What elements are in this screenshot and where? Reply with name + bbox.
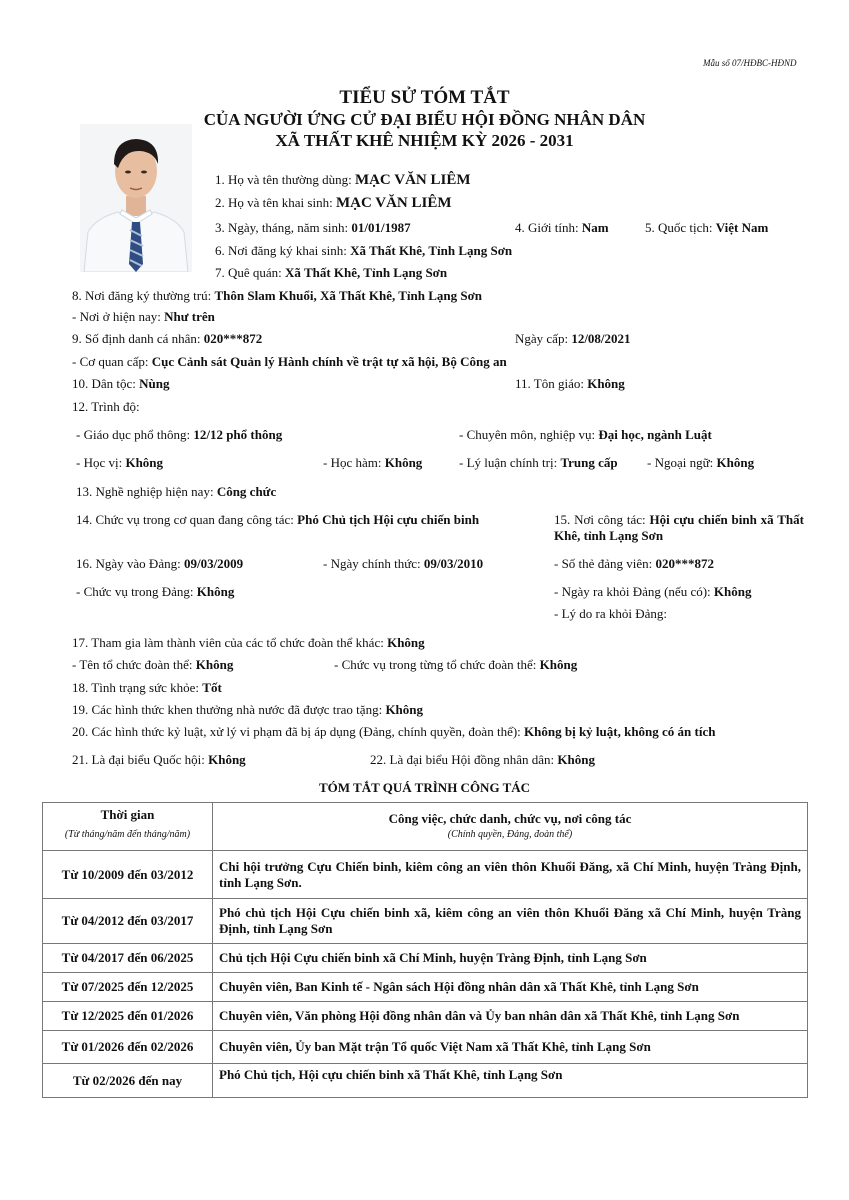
na-deputy-value: Không: [208, 752, 246, 767]
party-join-date-value: 09/03/2009: [183, 556, 244, 571]
permanent-residence-label: 8. Nơi đăng ký thường trú:: [72, 288, 212, 303]
na-deputy-label: 21. Là đại biểu Quốc hội:: [72, 752, 205, 767]
political-theory-label: - Lý luận chính trị:: [459, 455, 558, 470]
row-time: Từ 07/2025 đến 12/2025: [43, 973, 213, 1002]
row-time: Từ 01/2026 đến 02/2026: [43, 1031, 213, 1064]
degree-label: - Học vị:: [76, 455, 123, 470]
row-description: Chuyên viên, Ban Kinh tế - Ngân sách Hội đồng nhân dân xã Thất Khê, tỉnh Lạng Sơn: [213, 973, 808, 1002]
foreign-language-row: [647, 455, 754, 471]
academic-title-row: [323, 455, 422, 471]
birth-registration-value: Xã Thất Khê, Tỉnh Lạng Sơn: [350, 243, 513, 258]
document-subtitle: CỦA NGƯỜI ỨNG CỬ ĐẠI BIỂU HỘI ĐỒNG NHÂN DÂN: [203, 110, 646, 129]
current-residence-row: [72, 309, 215, 325]
current-residence-value: Như trên: [164, 309, 215, 324]
degree-value: Không: [125, 455, 164, 470]
mass-org-member-label: 17. Tham gia làm thành viên của các tổ chức đoàn thể khác:: [72, 635, 384, 650]
political-theory-value: Trung cấp: [560, 455, 618, 470]
position-value: Phó Chủ tịch Hội cựu chiến binh: [297, 512, 480, 527]
mass-org-name-row: [72, 657, 233, 673]
description-column-subtitle: (Chính quyền, Đảng, đoàn thể): [447, 829, 573, 840]
work-history-header-row: [43, 803, 808, 851]
specialization-row: [459, 427, 712, 443]
pc-deputy-row: [370, 752, 595, 768]
table-row: [43, 1064, 808, 1098]
id-issuer-row: [72, 354, 507, 370]
party-position-row: [76, 584, 234, 600]
row-description: Chuyên viên, Ủy ban Mặt trận Tổ quốc Việt Nam xã Thất Khê, tỉnh Lạng Sơn: [213, 1031, 808, 1064]
nationality-row: [645, 220, 768, 236]
common-name-value: MẠC VĂN LIÊM: [354, 172, 471, 188]
row-description: Phó chủ tịch Hội Cựu chiến binh xã, kiêm công an viên thôn Khuổi Đăng xã Chí Minh, huyện Tràng Định, tỉnh Lạng Sơn: [213, 899, 808, 944]
discipline-row: [72, 724, 715, 740]
row-time: Từ 10/2009 đến 03/2012: [43, 851, 213, 899]
id-number-value: 020***872: [203, 331, 263, 346]
id-issue-date-row: [515, 331, 631, 347]
foreign-language-label: - Ngoại ngữ:: [647, 455, 714, 470]
table-row: [43, 899, 808, 944]
table-row: [43, 944, 808, 973]
general-education-label: - Giáo dục phổ thông:: [76, 427, 191, 442]
workplace-label: 15. Nơi công tác:: [554, 512, 646, 527]
id-issue-date-label: Ngày cấp:: [515, 331, 569, 346]
birth-name-row: [215, 195, 452, 212]
workplace-value: Hội cựu chiến binh xã Thất Khê, tỉnh Lạng Sơn: [554, 512, 804, 543]
row-time: Từ 02/2026 đến nay: [43, 1064, 213, 1098]
discipline-value: Không bị kỷ luật, không có án tích: [524, 724, 716, 739]
religion-row: [515, 376, 625, 392]
row-description: Chi hội trưởng Cựu Chiến binh, kiêm công an viên thôn Khuổi Đăng, xã Chí Minh, huyện Tràng Định, tỉnh Lạng Sơn.: [213, 851, 808, 899]
foreign-language-value: Không: [716, 455, 755, 470]
discipline-label: 20. Các hình thức kỷ luật, xử lý vi phạm đã bị áp dụng (Đảng, chính quyền, đoàn thể):: [72, 724, 521, 739]
mass-org-member-row: [72, 635, 425, 651]
id-issuer-value: Cục Cảnh sát Quản lý Hành chính về trật tự xã hội, Bộ Công an: [151, 354, 507, 369]
permanent-residence-row: [72, 288, 482, 304]
degree-row: [76, 455, 163, 471]
pc-deputy-label: 22. Là đại biểu Hội đồng nhân dân:: [370, 752, 555, 767]
party-leave-date-row: [554, 584, 752, 600]
ethnicity-label: 10. Dân tộc:: [72, 376, 136, 391]
mass-org-name-value: Không: [195, 657, 234, 672]
party-position-value: Không: [196, 584, 235, 599]
occupation-label: 13. Nghề nghiệp hiện nay:: [76, 484, 214, 499]
awards-value: Không: [385, 702, 424, 717]
hometown-value: Xã Thất Khê, Tỉnh Lạng Sơn: [285, 265, 448, 280]
hometown-row: [215, 265, 447, 281]
academic-title-label: - Học hàm:: [323, 455, 382, 470]
mass-org-member-value: Không: [387, 635, 425, 650]
party-join-date-label: 16. Ngày vào Đảng:: [76, 556, 181, 571]
work-history-table: [42, 802, 808, 1098]
general-education-row: [76, 427, 282, 443]
row-time: Từ 04/2012 đến 03/2017: [43, 899, 213, 944]
position-label: 14. Chức vụ trong cơ quan đang công tác:: [76, 512, 294, 527]
document-term: XÃ THẤT KHÊ NHIỆM KỲ 2026 - 2031: [275, 131, 574, 150]
party-card-row: [554, 556, 714, 572]
education-header: 12. Trình độ:: [72, 399, 140, 414]
party-card-value: 020***872: [655, 556, 714, 571]
row-description: Chủ tịch Hội Cựu chiến binh xã Chí Minh, huyện Tràng Định, tỉnh Lạng Sơn: [213, 944, 808, 973]
id-issuer-label: - Cơ quan cấp:: [72, 354, 149, 369]
awards-label: 19. Các hình thức khen thưởng nhà nước đã được trao tặng:: [72, 702, 383, 717]
common-name-row: [215, 172, 471, 189]
nationality-value: Việt Nam: [715, 220, 769, 235]
id-number-label: 9. Số định danh cá nhân:: [72, 331, 201, 346]
party-official-date-label: - Ngày chính thức:: [323, 556, 421, 571]
party-card-label: - Số thẻ đảng viên:: [554, 556, 653, 571]
party-official-date-row: [323, 556, 483, 572]
party-join-date-row: [76, 556, 243, 572]
political-theory-row: [459, 455, 618, 471]
mass-org-position-label: - Chức vụ trong từng tổ chức đoàn thể:: [334, 657, 537, 672]
religion-value: Không: [587, 376, 625, 391]
common-name-label: 1. Họ và tên thường dùng:: [215, 172, 352, 187]
candidate-photo: [80, 124, 192, 272]
specialization-value: Đại học, ngành Luật: [598, 427, 712, 442]
mass-org-name-label: - Tên tổ chức đoàn thể:: [72, 657, 193, 672]
birth-registration-row: [215, 243, 512, 259]
party-official-date-value: 09/03/2010: [423, 556, 484, 571]
health-value: Tốt: [202, 680, 222, 695]
row-time: Từ 12/2025 đến 01/2026: [43, 1002, 213, 1031]
table-row: [43, 851, 808, 899]
row-description: Phó Chủ tịch, Hội cựu chiến binh xã Thất Khê, tỉnh Lạng Sơn: [213, 1064, 808, 1098]
health-label: 18. Tình trạng sức khỏe:: [72, 680, 200, 695]
health-row: [72, 680, 222, 696]
awards-row: [72, 702, 423, 718]
na-deputy-row: [72, 752, 246, 768]
dob-label: 3. Ngày, tháng, năm sinh:: [215, 220, 349, 235]
ethnicity-row: [72, 376, 170, 392]
dob-row: [215, 220, 411, 236]
portrait-image: [80, 124, 192, 272]
document-title: TIỂU SỬ TÓM TẮT: [339, 87, 510, 108]
party-leave-date-label: - Ngày ra khỏi Đảng (nếu có):: [554, 584, 711, 599]
general-education-value: 12/12 phổ thông: [193, 427, 283, 442]
party-leave-date-value: Không: [713, 584, 752, 599]
current-residence-label: - Nơi ở hiện nay:: [72, 309, 161, 324]
birth-name-label: 2. Họ và tên khai sinh:: [215, 195, 333, 210]
description-column-header: [213, 803, 808, 851]
row-time: Từ 04/2017 đến 06/2025: [43, 944, 213, 973]
birth-name-value: MẠC VĂN LIÊM: [335, 195, 452, 211]
gender-row: [515, 220, 609, 236]
work-history-title: TÓM TẮT QUÁ TRÌNH CÔNG TÁC: [318, 780, 531, 795]
mass-org-position-row: [334, 657, 577, 673]
academic-title-value: Không: [384, 455, 423, 470]
time-column-subtitle: (Từ tháng/năm đến tháng/năm): [64, 829, 191, 840]
occupation-row: [76, 484, 276, 500]
specialization-label: - Chuyên môn, nghiệp vụ:: [459, 427, 596, 442]
party-leave-reason-row: - Lý do ra khỏi Đảng:: [554, 606, 668, 621]
religion-label: 11. Tôn giáo:: [515, 376, 584, 391]
table-row: [43, 973, 808, 1002]
pc-deputy-value: Không: [557, 752, 595, 767]
hometown-label: 7. Quê quán:: [215, 265, 282, 280]
position-row: [76, 512, 479, 528]
birth-registration-label: 6. Nơi đăng ký khai sinh:: [215, 243, 347, 258]
time-column-title: Thời gian: [100, 807, 155, 822]
party-position-label: - Chức vụ trong Đảng:: [76, 584, 194, 599]
id-issue-date-value: 12/08/2021: [571, 331, 631, 346]
occupation-value: Công chức: [216, 484, 277, 499]
table-row: [43, 1031, 808, 1064]
mass-org-position-value: Không: [539, 657, 578, 672]
workplace-row: [554, 512, 804, 544]
form-number: Mẫu số 07/HĐBC-HĐND: [703, 58, 797, 68]
dob-value: 01/01/1987: [351, 220, 411, 235]
ethnicity-value: Nùng: [139, 376, 170, 391]
description-column-title: Công việc, chức danh, chức vụ, nơi công tác: [388, 811, 632, 826]
gender-label: 4. Giới tính:: [515, 220, 579, 235]
gender-value: Nam: [581, 220, 609, 235]
nationality-label: 5. Quốc tịch:: [645, 220, 713, 235]
permanent-residence-value: Thôn Slam Khuổi, Xã Thất Khê, Tỉnh Lạng Sơn: [214, 288, 483, 303]
table-row: [43, 1002, 808, 1031]
id-number-row: [72, 331, 262, 347]
time-column-header: [43, 803, 213, 851]
row-description: Chuyên viên, Văn phòng Hội đồng nhân dân và Ủy ban nhân dân xã Thất Khê, tỉnh Lạng Sơn: [213, 1002, 808, 1031]
